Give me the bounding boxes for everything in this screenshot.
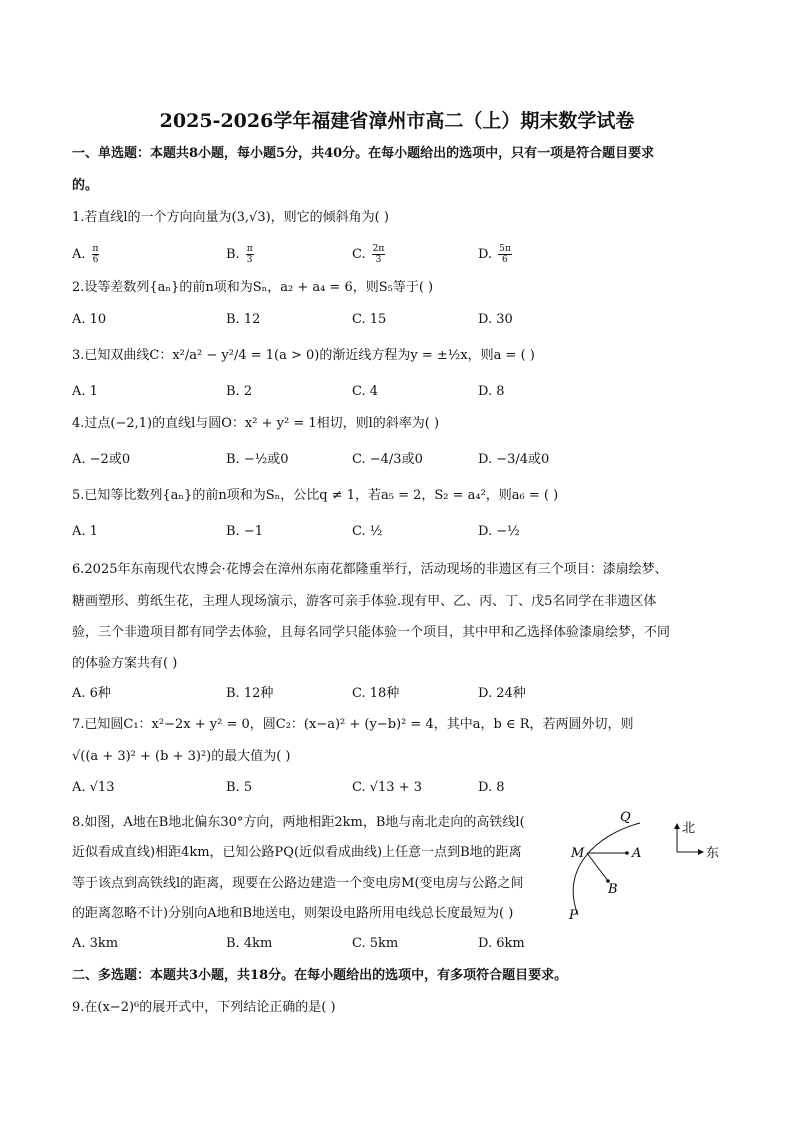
- label-q: Q: [620, 810, 631, 825]
- question-1-options: [72, 244, 672, 264]
- option-c: C. 4: [352, 384, 379, 399]
- question-8-line1: 8.如图，A地在B地北偏东30°方向，两地相距2km，B地与南北走向的高铁线l(: [72, 815, 525, 830]
- option-c: C. 5km: [352, 936, 399, 951]
- question-3: 3.已知双曲线C：x²/a² − y²/4 = 1(a > 0)的渐近线方程为y = ±½x，则a = ( ): [72, 348, 535, 363]
- question-8-line3: 等于该点到高铁线l的距离，现要在公路边建造一个变电房M(变电房与公路之间: [72, 876, 524, 891]
- option-c: C. $\frac{2\pi}{3}$: [352, 244, 385, 265]
- point-a: [625, 851, 629, 855]
- option-c: C. √13 + 3: [352, 780, 423, 795]
- question-4: 4.过点(−2,1)的直线l与圆O：x² + y² = 1相切，则l的斜率为( ): [72, 416, 440, 431]
- question-2-options: [72, 310, 672, 330]
- question-6-line1: 6.2025年东南现代农博会·花博会在漳州东南花都隆重举行，活动现场的非遗区有三个项目：漆扇绘梦、: [72, 562, 668, 577]
- question-5: 5.已知等比数列{aₙ}的前n项和为Sₙ，公比q ≠ 1，若a₅ = 2，S₂ = a₄²，则a₆ = ( ): [72, 488, 559, 503]
- option-c: C. 15: [352, 312, 387, 327]
- question-6-line2: 糖画塑形、剪纸生花，主理人现场演示，游客可亲手体验.现有甲、乙、丙、丁、戊5名同学在非遗区体: [72, 594, 657, 609]
- question-3-options: [72, 382, 672, 402]
- option-b: B. 5: [226, 780, 253, 795]
- east-arrow-head: [698, 849, 704, 855]
- option-b: B. 4km: [226, 936, 273, 951]
- question-6-line4: 的体验方案共有( ): [72, 656, 178, 671]
- question-4-options: [72, 450, 672, 470]
- option-d: D. $\frac{5\pi}{6}$: [478, 244, 511, 265]
- segment-mb: [587, 853, 608, 881]
- question-7-line2: √((a + 3)² + (b + 3)²)的最大值为( ): [72, 749, 291, 764]
- label-a: A: [632, 846, 642, 861]
- option-a: A. −2或0: [72, 452, 131, 467]
- question-6-options: [72, 684, 672, 704]
- option-d: D. −3/4或0: [478, 452, 550, 467]
- question-6-line3: 验，三个非遗项目都有同学去体验，且每名同学只能体验一个项目，其中甲和乙选择体验漆扇绘梦，不同: [72, 625, 671, 640]
- question-8-options: [72, 934, 672, 954]
- option-a: A. 10: [72, 312, 107, 327]
- question-1: 1.若直线l的一个方向向量为(3,√3)，则它的倾斜角为( ): [72, 210, 389, 225]
- question-7-options: [72, 778, 672, 798]
- option-d: D. 24种: [478, 686, 526, 701]
- option-a: A. 1: [72, 384, 98, 399]
- option-d: D. −½: [478, 524, 520, 539]
- label-m: M: [571, 846, 585, 861]
- question-9: 9.在(x−2)⁶的展开式中，下列结论正确的是( ): [72, 1000, 336, 1015]
- section1-heading-cont: 的。: [72, 178, 99, 193]
- option-b: B. 12: [226, 312, 261, 327]
- option-d: D. 30: [478, 312, 513, 327]
- option-d: D. 6km: [478, 936, 525, 951]
- question-7-line1: 7.已知圆C₁：x²−2x + y² = 0，圆C₂：(x−a)² + (y−b)² = 4，其中a，b ∈ R，若两圆外切，则: [72, 717, 634, 732]
- option-a: A. √13: [72, 780, 115, 795]
- option-c: C. 18种: [352, 686, 400, 701]
- label-b: B: [608, 882, 618, 897]
- option-a: A. 3km: [72, 936, 119, 951]
- question-8-line4: 的距离忽略不计)分别向A地和B地送电，则架设电路所用电线总长度最短为( ): [72, 906, 514, 921]
- question-5-options: [72, 522, 672, 542]
- option-b: B. $\frac{\pi}{3}$: [226, 244, 253, 265]
- option-b: B. −1: [226, 524, 263, 539]
- north-arrow-head: [674, 823, 680, 829]
- page-title: 2025-2026学年福建省漳州市高二（上）期末数学试卷: [159, 110, 635, 132]
- question-8-line2: 近似看成直线)相距4km，已知公路PQ(近似看成曲线)上任意一点到B地的距离: [72, 845, 522, 860]
- section2-heading: 二、多选题：本题共3小题，共18分。在每小题给出的选项中，有多项符合题目要求。: [72, 968, 568, 983]
- label-east: 东: [706, 846, 720, 861]
- section1-heading: 一、单选题：本题共8小题，每小题5分，共40分。在每小题给出的选项中，只有一项是符合题目要求: [72, 146, 655, 161]
- option-b: B. −½或0: [226, 452, 289, 467]
- question-8-figure: [560, 805, 730, 935]
- option-b: B. 2: [226, 384, 253, 399]
- label-p: P: [569, 908, 578, 923]
- option-a: A. 6种: [72, 686, 111, 701]
- option-c: C. −4/3或0: [352, 452, 423, 467]
- option-a: A. 1: [72, 524, 98, 539]
- option-d: D. 8: [478, 384, 505, 399]
- label-north: 北: [682, 821, 696, 836]
- option-b: B. 12种: [226, 686, 274, 701]
- option-c: C. ½: [352, 524, 383, 539]
- road-curve: [573, 823, 640, 915]
- question-2: 2.设等差数列{aₙ}的前n项和为Sₙ，a₂ + a₄ = 6，则S₅等于( ): [72, 280, 434, 295]
- option-a: A. $\frac{\pi}{6}$: [72, 244, 99, 265]
- option-d: D. 8: [478, 780, 505, 795]
